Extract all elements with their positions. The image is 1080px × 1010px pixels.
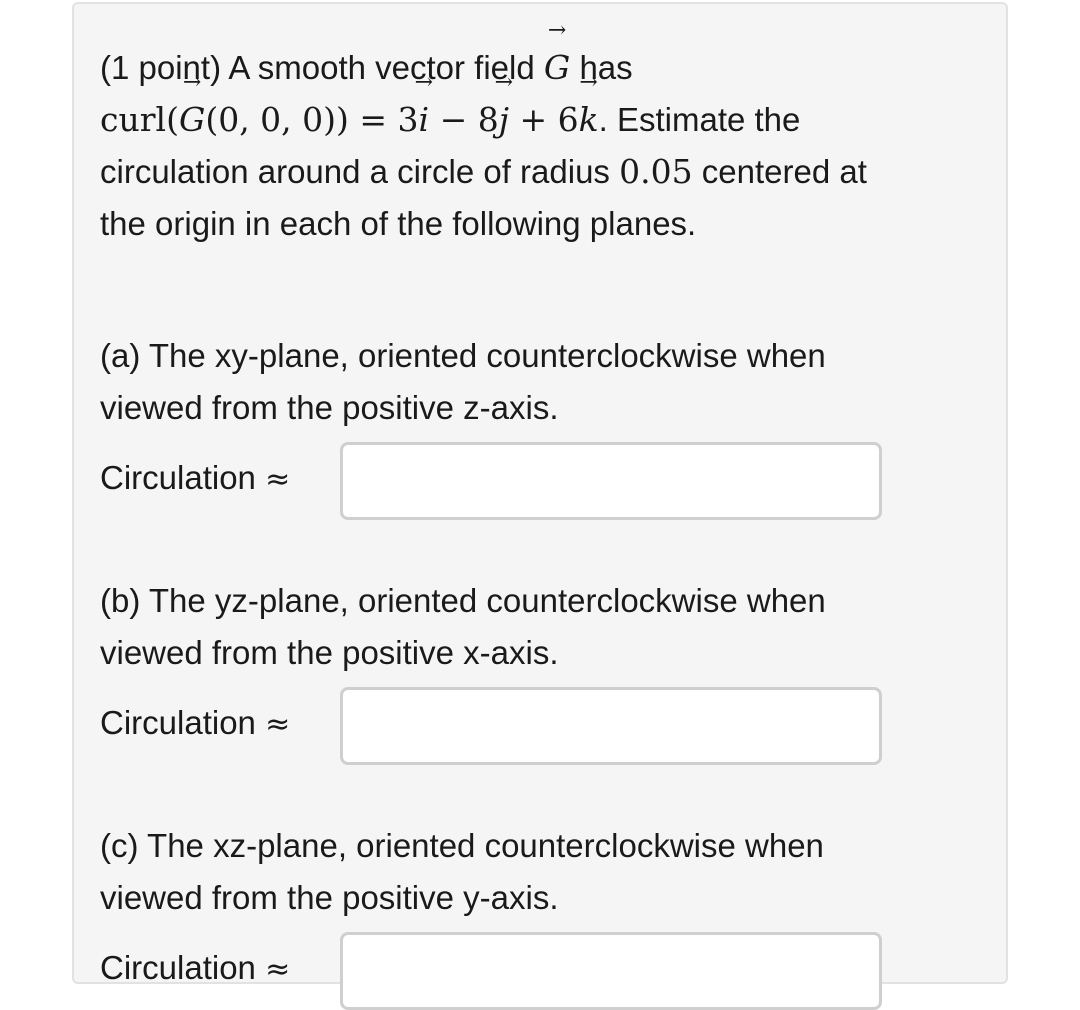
part-c-answer-input[interactable] bbox=[340, 932, 882, 1010]
part-c-line2: viewed from the positive y-axis. bbox=[100, 879, 559, 916]
part-a bbox=[100, 330, 970, 520]
curl-expression bbox=[100, 100, 599, 139]
part-b-line1: (b) The yz-plane, oriented counterclockwise when bbox=[100, 582, 826, 619]
unit-vector-k: → k bbox=[579, 94, 599, 146]
problem-statement bbox=[100, 42, 970, 250]
unit-vector-j: → j bbox=[499, 94, 509, 146]
part-b bbox=[100, 575, 970, 765]
plus-term: + 6 bbox=[508, 100, 579, 139]
part-a-line2: viewed from the positive z-axis. bbox=[100, 389, 559, 426]
part-a-label bbox=[100, 452, 290, 506]
part-b-answer-row bbox=[100, 687, 970, 765]
problem-content bbox=[100, 42, 970, 1010]
part-b-description bbox=[100, 575, 970, 679]
part-c-label bbox=[100, 942, 290, 996]
part-b-label-text: Circulation bbox=[100, 704, 256, 741]
origin-text: the origin in each of the following planes. bbox=[100, 205, 697, 242]
intro-prefix: (1 point) A smooth vector field bbox=[100, 49, 535, 86]
part-c-answer-row bbox=[100, 932, 970, 1010]
part-a-label-text: Circulation bbox=[100, 459, 256, 496]
part-c-line1: (c) The xz-plane, oriented counterclockwise when bbox=[100, 827, 824, 864]
curl-vector-g: → G bbox=[179, 94, 205, 146]
part-a-answer-input[interactable] bbox=[340, 442, 882, 520]
part-c-label-text: Circulation bbox=[100, 949, 256, 986]
minus-term: − 8 bbox=[429, 100, 499, 139]
approx-symbol: ≈ bbox=[265, 952, 291, 987]
circulation-text-suffix: centered at bbox=[701, 153, 867, 190]
intro-suffix: has bbox=[579, 49, 633, 86]
problem-card bbox=[72, 2, 1008, 987]
curl-args: (0, 0, 0)) bbox=[205, 100, 349, 139]
part-a-answer-row bbox=[100, 442, 970, 520]
part-c bbox=[100, 820, 970, 1010]
part-b-answer-input[interactable] bbox=[340, 687, 882, 765]
estimate-text: . Estimate the bbox=[598, 101, 801, 138]
part-c-description bbox=[100, 820, 970, 924]
radius-value: 0.05 bbox=[619, 152, 693, 191]
approx-symbol: ≈ bbox=[265, 707, 291, 742]
part-a-line1: (a) The xy-plane, oriented counterclockwise when bbox=[100, 337, 826, 374]
curl-equals: = 3 bbox=[348, 100, 419, 139]
vector-g: → G bbox=[544, 42, 570, 94]
approx-symbol: ≈ bbox=[265, 462, 291, 497]
part-a-description bbox=[100, 330, 970, 434]
curl-word: curl( bbox=[100, 100, 179, 139]
part-b-label bbox=[100, 697, 290, 751]
circulation-text-prefix: circulation around a circle of radius bbox=[100, 153, 610, 190]
unit-vector-i: → i bbox=[419, 94, 430, 146]
part-b-line2: viewed from the positive x-axis. bbox=[100, 634, 559, 671]
